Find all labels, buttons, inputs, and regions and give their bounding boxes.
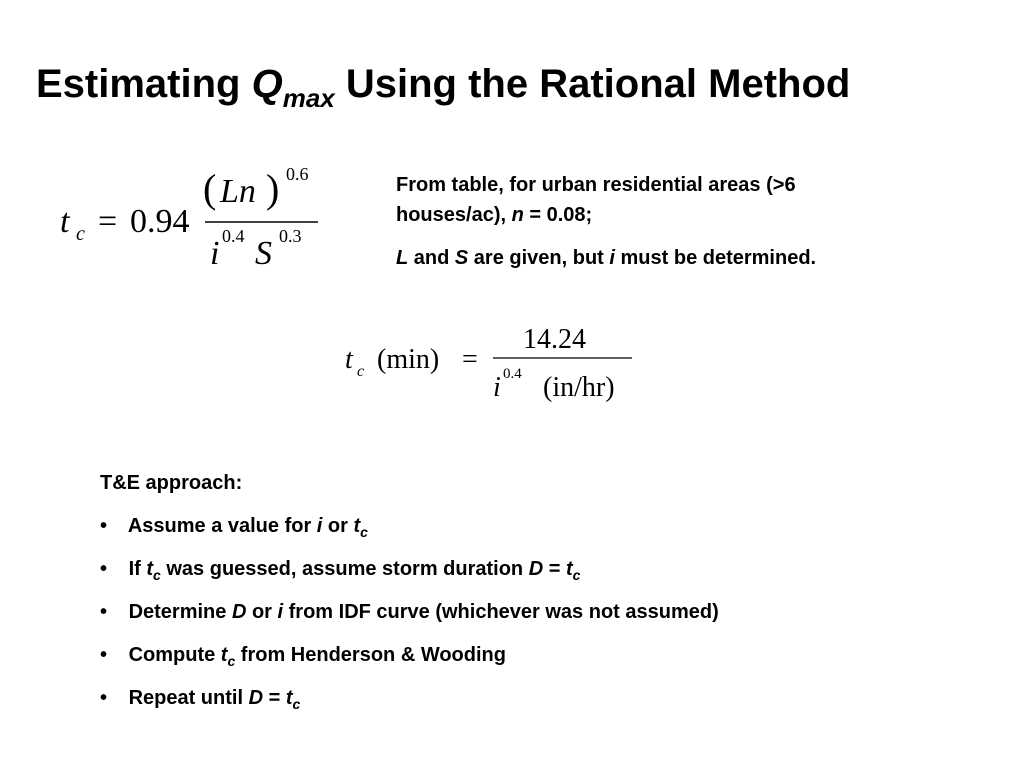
eq1-paren-close: ) bbox=[266, 166, 280, 211]
approach-heading: T&E approach: bbox=[100, 472, 243, 494]
eq2-equals: = bbox=[462, 344, 478, 375]
approach-step-3: • Determine D or i from IDF curve (whichever was not assumed) bbox=[100, 601, 719, 624]
note-manning-n: From table, for urban residential areas (>6 houses/ac), n = 0.08; bbox=[396, 174, 796, 226]
approach-step-2: • If $t_c$ was guessed, assume storm duration $D = t_c$ bbox=[100, 558, 580, 583]
eq1-equals: = bbox=[98, 203, 118, 240]
equation-tc-simplified bbox=[335, 310, 645, 410]
eq1-lhs: t bbox=[60, 203, 70, 240]
eq1-coefficient: 0.94 bbox=[130, 203, 190, 240]
page-title: Estimating $Q_{max}$ Using the Rational Method bbox=[36, 62, 851, 113]
equation-henderson-wooding bbox=[50, 150, 340, 280]
eq2-numerator: 14.24 bbox=[523, 324, 586, 355]
eq2-lhs-sub: c bbox=[357, 363, 365, 380]
approach-step-4: • Compute $t_c$ from Henderson & Wooding bbox=[100, 644, 506, 669]
eq1-numerator: Ln bbox=[220, 173, 256, 210]
eq2-denominator-exponent: 0.4 bbox=[503, 366, 522, 382]
eq1-denominator-s: S bbox=[255, 235, 272, 272]
note-given-values: L and S are given, but i must be determined. bbox=[396, 247, 817, 269]
approach-step-1: • Assume a value for i or $t_c$ bbox=[100, 515, 368, 540]
eq1-numerator-exponent: 0.6 bbox=[286, 164, 309, 184]
eq2-denominator-i: i bbox=[493, 372, 501, 403]
eq1-lhs-sub: c bbox=[76, 223, 85, 245]
eq1-paren-open: ( bbox=[203, 166, 217, 211]
eq2-denominator-unit: (in/hr) bbox=[543, 372, 615, 403]
eq1-denominator-i-exponent: 0.4 bbox=[222, 226, 245, 246]
eq2-unit-left: (min) bbox=[377, 344, 440, 375]
eq2-lhs: t bbox=[345, 344, 353, 375]
eq1-denominator-s-exponent: 0.3 bbox=[279, 226, 302, 246]
eq1-denominator-i: i bbox=[210, 235, 220, 272]
approach-step-5: • Repeat until $D = t_c$ bbox=[100, 687, 300, 712]
